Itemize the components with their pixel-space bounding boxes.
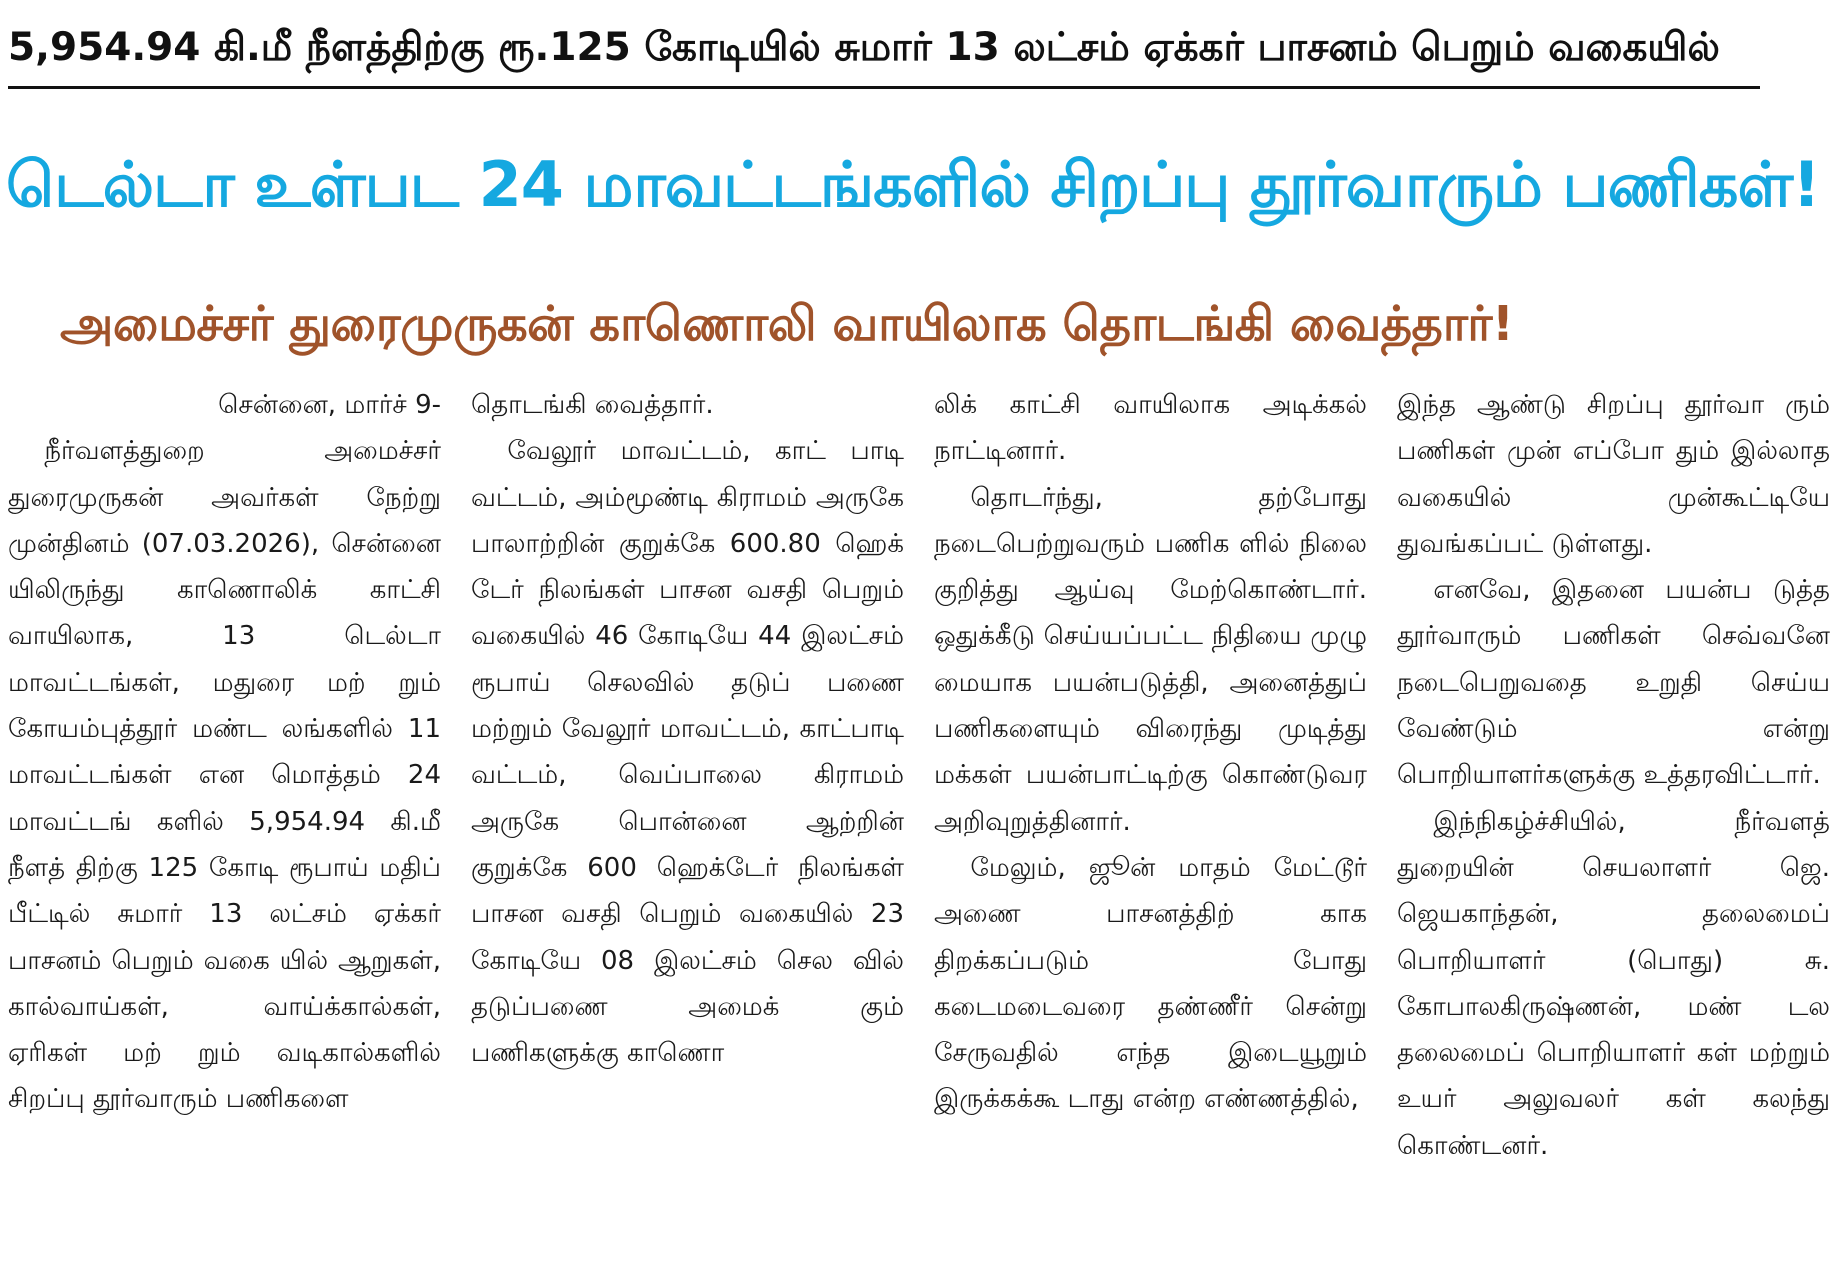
article-column-4 <box>1397 382 1830 1258</box>
article-column-1 <box>8 382 441 1258</box>
article-column-2 <box>471 382 904 1258</box>
article-body <box>8 382 1830 1258</box>
paragraph: வேலூர் மாவட்டம், காட் பாடி வட்டம், அம்மூண்டி கிராமம் அருகே பாலாற்றின் குறுக்கே 600.80 ஹெக் டேர் நிலங்கள் பாசன வசதி பெறும் வகையில் 46 கோடியே 44 இலட்சம் ரூபாய் செலவில் தடுப் பணை மற்றும் வேலூர் மாவட்டம், காட்பாடி வட்டம், வெப்பாலை கிராமம் அருகே பொன்னை ஆற்றின் குறுக்கே 600 ஹெக்டேர் நிலங்கள் பாசன வசதி பெறும் வகையில் 23 கோடியே 08 இலட்சம் செல வில் தடுப்பணை அமைக் கும் பணிகளுக்கு காணொ <box>471 436 904 1069</box>
paragraph: லிக் காட்சி வாயிலாக அடிக்கல் நாட்டினார். <box>934 390 1367 467</box>
article-column-3 <box>934 382 1367 1258</box>
paragraph: எனவே, இதனை பயன்ப டுத்த தூர்வாரும் பணிகள் செவ்வனே நடைபெறுவதை உறுதி செய்ய வேண்டும் என்று பொறியாளர்களுக்கு உத்தரவிட்டார். <box>1397 575 1830 791</box>
paragraph: தொடங்கி வைத்தார். <box>471 390 714 420</box>
subheadline: அமைச்சர் துரைமுருகன் காணொலி வாயிலாக தொடங்கி வைத்தார்! <box>60 296 1514 352</box>
headline: டெல்டா உள்பட 24 மாவட்டங்களில் சிறப்பு தூர்வாரும் பணிகள்! <box>6 148 1820 221</box>
paragraph: மேலும், ஜூன் மாதம் மேட்டூர் அணை பாசனத்திற் காக திறக்கப்படும் போது கடைமடைவரை தண்ணீர் சென்று சேருவதில் எந்த இடையூறும் இருக்கக்கூ டாது என்ற எண்ணத்தில், <box>934 852 1367 1115</box>
paragraph: இந்த ஆண்டு சிறப்பு தூர்வா ரும் பணிகள் முன் எப்போ தும் இல்லாத வகையில் முன்கூட்டியே துவங்கப்பட் டுள்ளது. <box>1397 390 1830 559</box>
kicker-line: 5,954.94 கி.மீ நீளத்திற்கு ரூ.125 கோடியில் சுமார் 13 லட்சம் ஏக்கர் பாசனம் பெறும் வகையில் <box>8 25 1720 70</box>
paragraph: தொடர்ந்து, தற்போது நடைபெற்றுவரும் பணிக ளில் நிலை குறித்து ஆய்வு மேற்கொண்டார். ஒதுக்கீடு செய்யப்பட்ட நிதியை முழு மையாக பயன்படுத்தி, அனைத்துப் பணிகளையும் விரைந்து முடித்து மக்கள் பயன்பாட்டிற்கு கொண்டுவர அறிவுறுத்தினார். <box>934 482 1367 837</box>
paragraph: நீர்வளத்துறை அமைச்சர் துரைமுருகன் அவர்கள் நேற்று முன்தினம் (07.03.2026), சென்னை யிலிருந்து காணொலிக் காட்சி வாயிலாக, 13 டெல்டா மாவட்டங்கள், மதுரை மற் றும் கோயம்புத்தூர் மண்ட லங்களில் 11 மாவட்டங்கள் என மொத்தம் 24 மாவட்டங் களில் 5,954.94 கி.மீ நீளத் திற்கு 125 கோடி ரூபாய் மதிப் பீட்டில் சுமார் 13 லட்சம் ஏக்கர் பாசனம் பெறும் வகை யில் ஆறுகள், கால்வாய்கள், வாய்க்கால்கள், ஏரிகள் மற் றும் வடிகால்களில் சிறப்பு தூர்வாரும் பணிகளை <box>8 436 441 1115</box>
paragraph: இந்நிகழ்ச்சியில், நீர்வளத் துறையின் செயலாளர் ஜெ. ஜெயகாந்தன், தலைமைப் பொறியாளர் (பொது) சு. கோபாலகிருஷ்ணன், மண் டல தலைமைப் பொறியாளர் கள் மற்றும் உயர் அலுவலர் கள் கலந்து கொண்டனர். <box>1397 806 1830 1161</box>
kicker-underline <box>8 86 1760 89</box>
dateline: சென்னை, மார்ச் 9- <box>218 390 441 420</box>
